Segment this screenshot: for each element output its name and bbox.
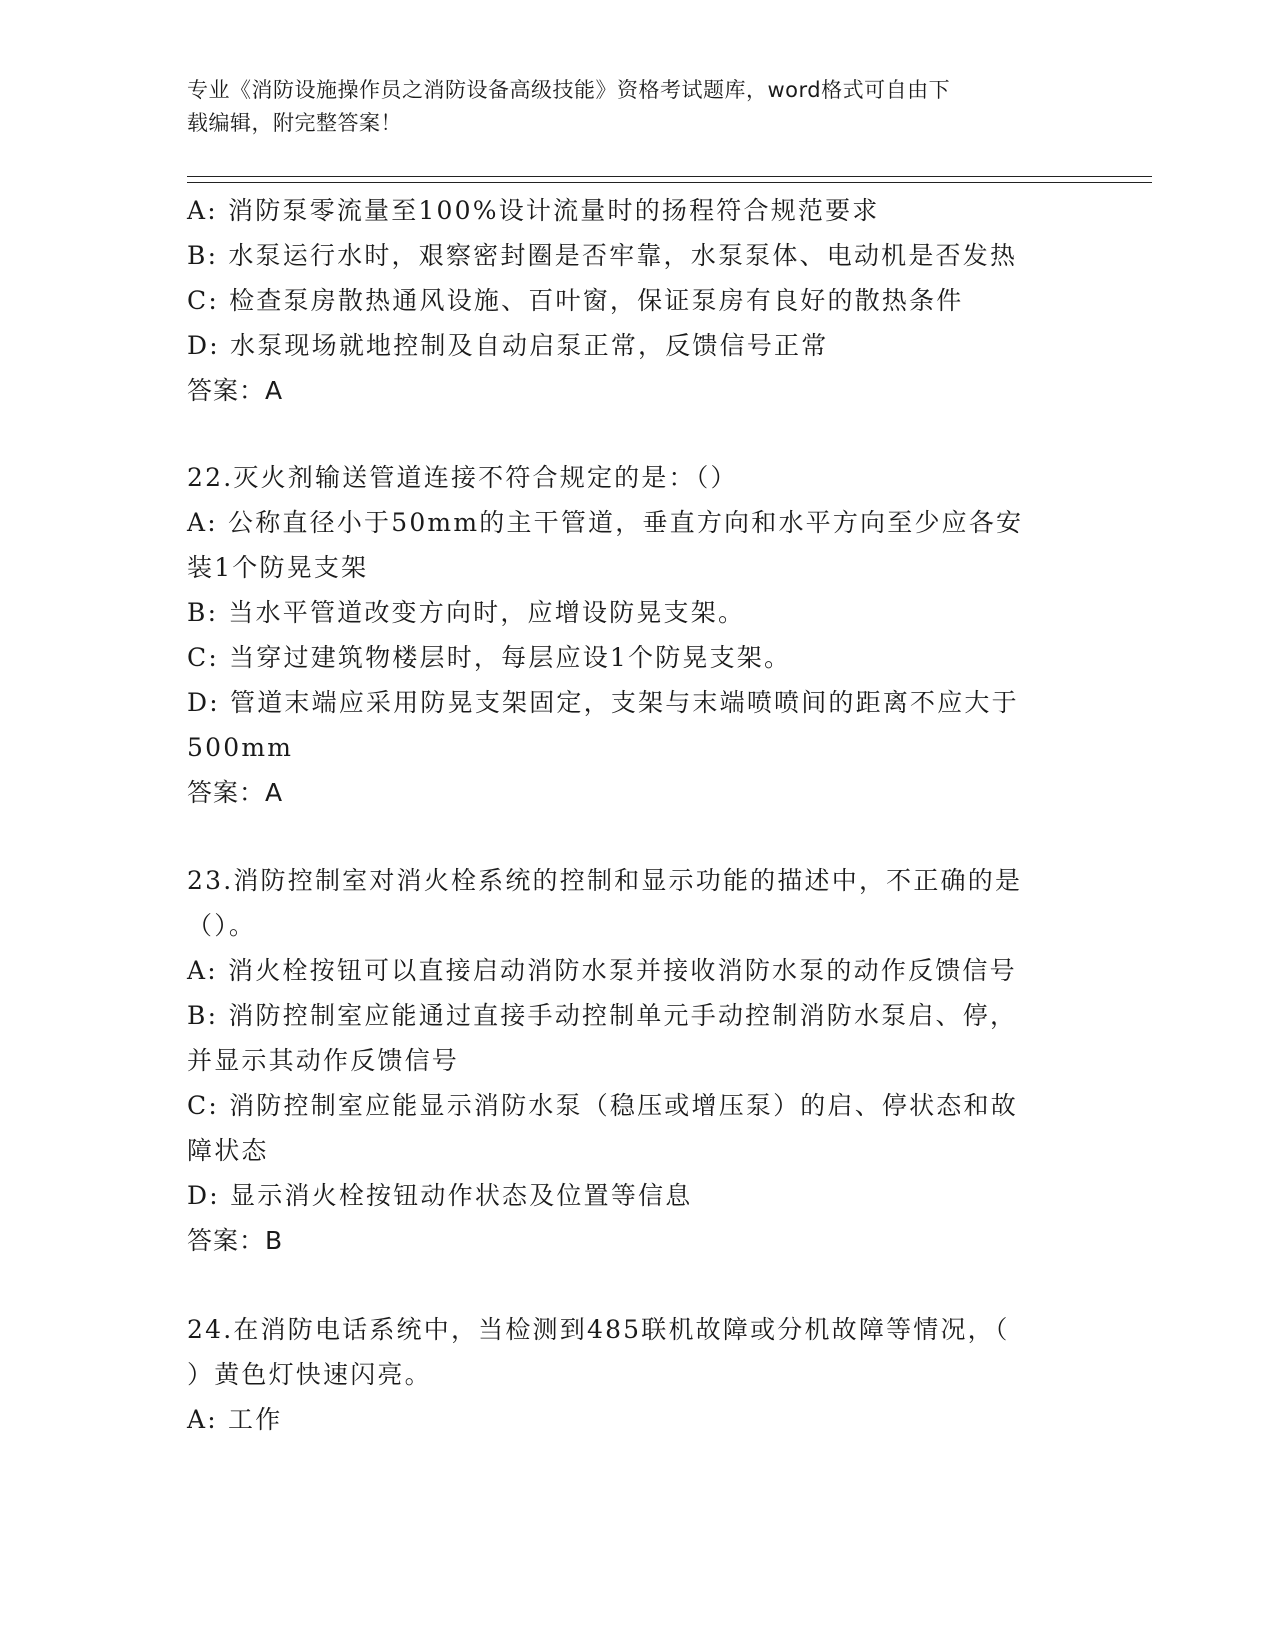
document-header	[187, 74, 1067, 140]
q22-option-a-line2: 装1个防晃支架	[187, 553, 369, 582]
q22-answer: 答案：A	[187, 778, 284, 807]
q23-option-c-line2: 障状态	[187, 1136, 269, 1165]
q24-option-a: A: 工作	[187, 1405, 283, 1434]
q23-option-b-line2: 并显示其动作反馈信号	[187, 1046, 460, 1075]
header-rule-top	[187, 176, 1152, 177]
q23-question-line2: （）。	[187, 911, 257, 940]
header-rule-bottom	[187, 182, 1152, 183]
q23-option-d: D: 显示消火栓按钮动作状态及位置等信息	[187, 1181, 693, 1210]
q23-option-b-line1: B: 消防控制室应能通过直接手动控制单元手动控制消防水泵启、停，	[187, 1001, 1018, 1030]
q22-question: 22.灭火剂输送管道连接不符合规定的是：（）	[187, 463, 738, 492]
q22-option-a-line1: A: 公称直径小于50mm的主干管道，垂直方向和水平方向至少应各安	[187, 508, 1024, 537]
q21-option-d: D: 水泵现场就地控制及自动启泵正常，反馈信号正常	[187, 331, 829, 360]
q22-option-c: C: 当穿过建筑物楼层时，每层应设1个防晃支架。	[187, 643, 792, 672]
q22-option-d-line2: 500mm	[187, 733, 294, 762]
q23-option-a: A: 消火栓按钮可以直接启动消防水泵并接收消防水泵的动作反馈信号	[187, 956, 1017, 985]
q24-question-line1: 24.在消防电话系统中，当检测到485联机故障或分机故障等情况，（	[187, 1315, 1010, 1344]
q21-answer: 答案：A	[187, 376, 284, 405]
q23-option-c-line1: C: 消防控制室应能显示消防水泵（稳压或增压泵）的启、停状态和故	[187, 1091, 1018, 1120]
q21-option-c: C: 检查泵房散热通风设施、百叶窗，保证泵房有良好的散热条件	[187, 286, 964, 315]
q22-option-d-line1: D: 管道末端应采用防晃支架固定，支架与末端喷喷间的距离不应大于	[187, 688, 1019, 717]
q23-answer: 答案：B	[187, 1226, 284, 1255]
q23-question-line1: 23.消防控制室对消火栓系统的控制和显示功能的描述中，不正确的是	[187, 866, 1023, 895]
q22-option-b: B: 当水平管道改变方向时，应增设防晃支架。	[187, 598, 746, 627]
q21-option-b: B: 水泵运行水时，艰察密封圈是否牢靠，水泵泵体、电动机是否发热	[187, 241, 1018, 270]
header-line-2: 载编辑，附完整答案！	[187, 111, 402, 135]
q21-option-a: A: 消防泵零流量至100%设计流量时的扬程符合规范要求	[187, 196, 880, 225]
q24-question-line2: ）黄色灯快速闪亮。	[187, 1360, 432, 1389]
header-line-1: 专业《消防设施操作员之消防设备高级技能》资格考试题库，word格式可自由下	[187, 78, 951, 102]
